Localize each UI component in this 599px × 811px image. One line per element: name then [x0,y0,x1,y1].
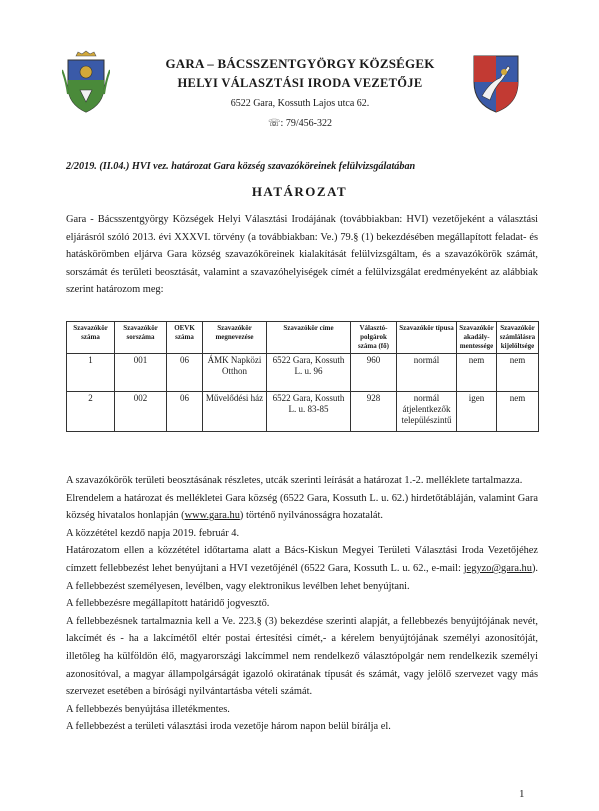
polling-districts-table [66,321,539,432]
table-header-cell: Szavazókör akadály-mentessége [457,322,497,354]
office-phone: ☏: 79/456-322 [268,118,332,129]
table-cell: nem [497,392,539,432]
table-cell: 6522 Gara, Kossuth L. u. 83-85 [267,392,351,432]
table-header-cell: Szavazókör típusa [397,322,457,354]
table-cell: igen [457,392,497,432]
table-cell: 002 [115,392,167,432]
table-header-row [67,322,539,354]
bacsszentgyorgy-coat-of-arms-icon [470,52,522,114]
office-name-line-2: HELYI VÁLASZTÁSI IRODA VEZETŐJE [177,76,423,90]
appeal-paragraph [66,542,538,595]
table-cell: 001 [115,354,167,392]
publication-paragraph [66,490,538,525]
table-cell: normál átjelentkezők települészintű [397,392,457,432]
publication-text-start: Elrendelem a határozat és mellékletei Gara község (6522 Gara, Kossuth L. u. 62.) hirdetőtábláján, valamint Gara község hivatalos honlapján ( [66,492,538,522]
table-header-cell: Szavazókör száma [67,322,115,354]
table-header-cell: OEVK száma [167,322,203,354]
appeal-text-start: Határozatom ellen a közzététel időtartama alatt a Bács-Kiskun Megyei Területi Választási Iroda Vezetőjéhez címzett fellebbezést lehet benyújtani a HVI vezetőjénél (6522 Gara, Kossuth L. u. 62., e-mail: [66,545,538,574]
table-cell: 928 [351,392,397,432]
table-header-cell: Szavazókör számlálásra kijelöltsége [497,322,539,354]
decision-reference: 2/2019. (II.04.) HVI vez. határozat Gara község szavazóköreinek felülvizsgálatában [66,161,416,172]
table-cell: nem [497,354,539,392]
publication-text-end: ) történő nyilvánosságra hozatalát. [239,510,384,522]
table-cell: 960 [351,354,397,392]
table-header-cell: Szavazókör megnevezése [203,322,267,354]
office-name-line-1: GARA – BÁCSSZENTGYÖRGY KÖZSÉGEK [165,56,435,71]
page-number: 1 [519,788,525,800]
office-address: 6522 Gara, Kossuth Lajos utca 62. [230,98,370,109]
table-cell: nem [457,354,497,392]
table-cell: 2 [67,392,115,432]
table-row [67,354,539,392]
website-link[interactable]: www.gara.hu [184,510,240,522]
table-cell: 1 [67,354,115,392]
intro-paragraph: Gara - Bácsszentgyörgy Községek Helyi Választási Irodájának (továbbiakban: HVI) vezetőjeként a választási eljárásról szóló 2013. évi XXXVI. törvény (a továbbiakban: Ve.) 79.§ (1) bekezdésében megállapított feladat- és hatáskörömben eljárva Gara község szavazóköreinek kialakítását felülvizsgáltam, és a szavazókörök számát, sorszámát és területi beosztását, valamint a szavazóhelyiségek címét a felülvizsgálat eredményeként az alábbiak szerint határozom meg: [66,214,538,296]
document-title: HATÁROZAT [251,184,348,199]
fee-paragraph: A fellebbezés benyújtása illetékmentes. [66,703,230,715]
email-link[interactable]: jegyzo@gara.hu [463,562,532,574]
table-header-cell: Választó-polgárok száma (fő) [351,322,397,354]
deadline-paragraph: A fellebbezésre megállapított határidő jogvesztő. [66,598,270,610]
table-header-cell: Szavazókör sorszáma [115,322,167,354]
annex-paragraph: A szavazókörök területi beosztásának részletes, utcák szerinti leírását a határozat 1.-2. melléklete tartalmazza. [66,475,523,486]
table-cell: ÁMK Napközi Otthon [203,354,267,392]
gara-coat-of-arms-icon [62,50,110,114]
table-cell: 6522 Gara, Kossuth L. u. 96 [267,354,351,392]
decision-body [66,472,538,736]
publication-date: A közzététel kezdő napja 2019. február 4. [66,527,240,539]
review-paragraph: A fellebbezést a területi választási iroda vezetője három napon belül bírálja el. [66,721,391,733]
table-cell: 06 [167,354,203,392]
table-row [67,392,539,432]
table-cell: normál [397,354,457,392]
appeal-text-end: ). A fellebbezést személyesen, levélben, vagy elektronikus levélben lehet benyújtani. [66,562,538,592]
table-cell: Művelődési ház [203,392,267,432]
appeal-content-paragraph: A fellebbezésnek tartalmaznia kell a Ve. 223.§ (3) bekezdése szerinti alapját, a fellebbezés benyújtójának nevét, lakcímét és - ha a lakcímétől eltér postai értesítési címét,- a kérelem benyújtójának személyi azonosítóját, illetőleg ha külföldön élő, magyarországi lakcímmel nem rendelkező választópolgár nem rendelkezik személyi azonosítóval, a magyar állampolgárságát igazoló okiratának típusát és számát, vagy jelölő szervezet vagy más szervezet esetében a bírósági nyilvántartásba vételi számát. [66,615,538,698]
table-cell: 06 [167,392,203,432]
table-header-cell: Szavazókör címe [267,322,351,354]
